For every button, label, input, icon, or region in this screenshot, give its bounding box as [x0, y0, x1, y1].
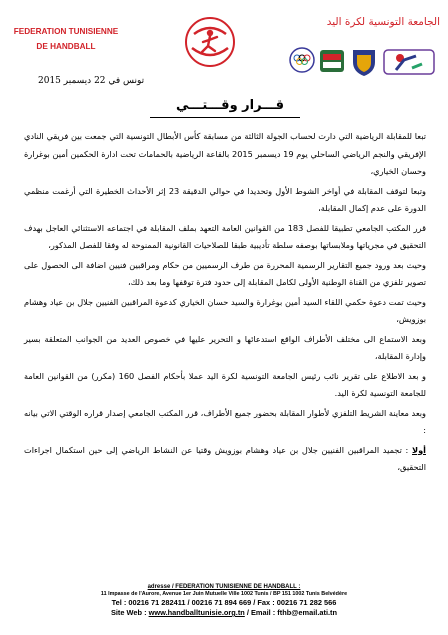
paragraph-4: وحيث بعد ورود جميع التقارير الرسمية المحررة من طرف الرسميين من حكام ومراقبين فنيين اضافة الى الحصول على تصوير تلفزي من القناة الوطنية الأولى لكامل المقابلة إلى حدود فترة توقفها وما بعد ذلك،: [24, 259, 426, 287]
paragraph-2: وتبعا لتوقف المقابلة في أواخر الشوط الأول وتحديدا في حوالي الدقيقة 23 إثر الأحداث الخطيرة التي أرغمت منظمي الدورة على عدم إكمال المقابلة،: [24, 185, 426, 213]
partner-logos: [288, 46, 436, 82]
handball-player-logo: [382, 46, 436, 78]
footer-web: [20, 608, 428, 617]
federation-name-fr: [6, 24, 126, 54]
document-date: تونس في 22 ديسمبر 2015: [38, 76, 145, 86]
document-title: قـــرار وقـــتـــي: [175, 98, 285, 113]
footer: [20, 584, 428, 617]
decision-item-1-text: : تجميد المراقبين الفنيين جلال بن عياد وهشام بوزويش وقتيا عن النشاط الرياضي إلى حين استكمال اجراءات التحقيق،: [24, 444, 426, 472]
paragraph-1: تبعا للمقابلة الرياضية التي دارت لحساب الجولة الثالثة من مسابقة كأس الأبطال التونسية التي جمعت بين فريقي النادي الإفريقي والنجم الرياضي الساحلي يوم 19 ديسمبر 2015 بالقاعة الرياضية بالحمامات تحت ادارة الحكمين أمين بوغرارة وحسان الخياري،: [24, 131, 426, 176]
paragraph-8: وبعد معاينة الشريط التلفزي لأطوار المقابلة بحضور جميع الأطراف، قرر المكتب الجامعي إصدار قراره الوقتي الاتي بيانه :: [24, 407, 426, 435]
paragraph-7: و بعد الاطلاع على تقرير نائب رئيس الجامعة التونسية لكرة اليد عملا بأحكام الفصل 160 (مكرر) من القوانين العامة للجامعة التونسية لكرة اليد.: [24, 370, 427, 398]
decision-item-1: [24, 442, 426, 477]
website-link[interactable]: www.handballtunisie.org.tn: [148, 608, 245, 617]
federation-fr-line1: FEDERATION TUNISIENNE: [13, 27, 119, 36]
federation-crest: [318, 46, 346, 78]
paragraph-6: وبعد الاستماع الى مختلف الأطراف الواقع استدعائها و التحرير عليها في خصوص العديد من الجوانب المتعلقة بسير وإدارة المقابلة،: [24, 333, 426, 361]
federation-fr-line2: DE HANDBALL: [36, 42, 96, 51]
footer-web-label: Site Web :: [110, 608, 147, 617]
footer-address: 11 Impasse de l'Aurore, Avenue 1er Juin Mutuelle Ville 1002 Tunis / BP 151 1002 Tunis Belvédère: [100, 591, 348, 597]
footer-email: / Email : fthb@email.ati.tn: [246, 608, 338, 617]
footer-org: adresse / FEDERATION TUNISIENNE DE HANDBALL :: [147, 584, 301, 590]
title-underline: [150, 117, 300, 118]
footer-phone: Tel : 00216 71 282411 / 00216 71 894 669 / Fax : 00216 71 282 566: [111, 598, 337, 607]
paragraph-3: قرر المكتب الجامعي تطبيقا للفصل 183 من القوانين العامة التعهد بملف المقابلة في اجتماعه الاستثنائي العاجل بهدف التحقيق في مجرياتها وملابساتها بوصفه سلطة تأديبية طبقا للصلاحيات القانونية الممنوحة له وفقا للفصل المذكور،: [24, 222, 426, 250]
olympic-committee-emblem: [288, 46, 316, 78]
decision-item-1-label: أولا: [412, 444, 426, 455]
document-body: [24, 128, 426, 479]
federation-name-ar: الجامعة التونسية لكرة اليد: [326, 16, 440, 28]
paragraph-5: وحيث تمت دعوة حكمي اللقاء السيد أمين بوغرارة والسيد حسان الخياري كدعوة المراقبين الفنيين جلال بن عياد وهشام بوزويش،: [24, 296, 426, 324]
emblem-shield: [350, 46, 378, 78]
handball-ball-logo: [184, 16, 236, 68]
